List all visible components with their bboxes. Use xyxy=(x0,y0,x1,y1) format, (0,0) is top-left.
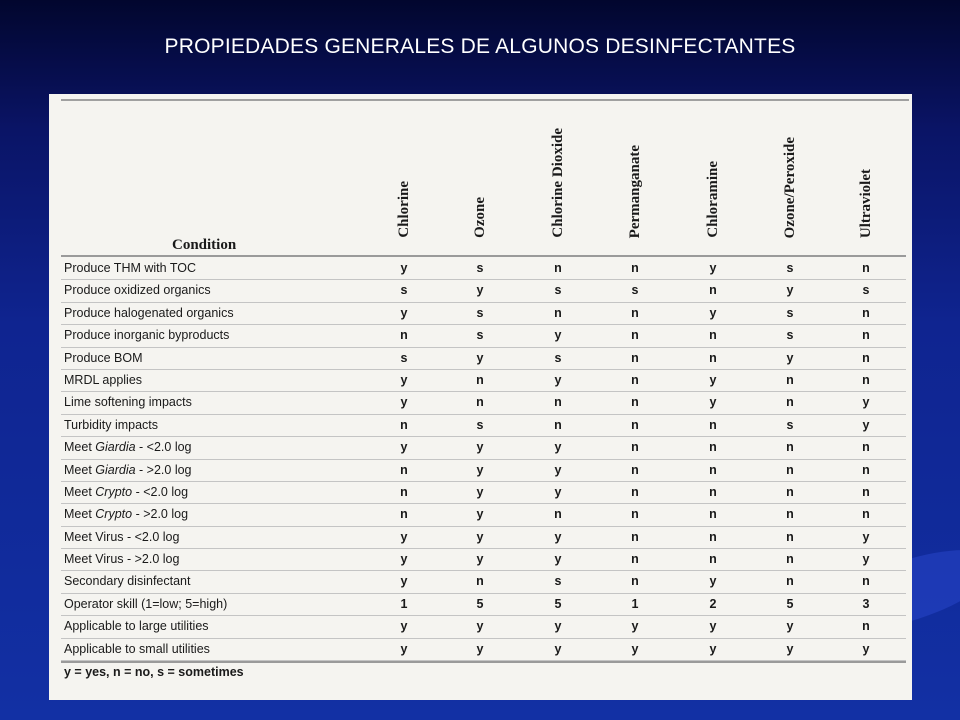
cell-value: y xyxy=(786,350,794,365)
cell-value: n xyxy=(862,328,870,343)
cell-value: n xyxy=(554,395,562,410)
row-condition: Meet Virus - <2.0 log xyxy=(64,529,180,544)
cell-value: s xyxy=(786,328,794,343)
cell-value: n xyxy=(476,395,484,410)
table-row xyxy=(49,415,912,437)
cell-value: n xyxy=(862,484,870,499)
cell-value: n xyxy=(709,484,717,499)
cell-value: n xyxy=(631,305,639,320)
cell-value: y xyxy=(554,529,562,544)
row-condition: Meet Crypto - <2.0 log xyxy=(64,484,189,499)
table-row xyxy=(49,639,912,661)
cell-value: y xyxy=(400,529,408,544)
cell-value: y xyxy=(786,283,794,298)
cell-value: y xyxy=(476,507,484,522)
cell-value: y xyxy=(554,440,562,455)
cell-value: y xyxy=(400,641,408,656)
row-condition: Operator skill (1=low; 5=high) xyxy=(64,596,228,611)
cell-value: n xyxy=(400,417,408,432)
column-header-7: Ultraviolet xyxy=(858,168,874,238)
cell-value: n xyxy=(786,372,794,387)
cell-value: y xyxy=(709,641,717,656)
cell-value: n xyxy=(631,484,639,499)
cell-value: 5 xyxy=(554,596,562,611)
cell-value: y xyxy=(631,619,639,634)
row-condition: Meet Giardia - >2.0 log xyxy=(64,462,192,477)
table-row xyxy=(49,527,912,549)
cell-value: n xyxy=(631,574,639,589)
cell-value: n xyxy=(631,395,639,410)
cell-value: s xyxy=(862,283,870,298)
cell-value: y xyxy=(476,619,484,634)
cell-value: y xyxy=(862,641,870,656)
cell-value: y xyxy=(400,261,408,275)
table-row xyxy=(49,594,912,616)
cell-value: n xyxy=(631,440,639,455)
cell-value: n xyxy=(862,372,870,387)
cell-value: n xyxy=(631,552,639,567)
cell-value: n xyxy=(400,507,408,522)
cell-value: n xyxy=(862,350,870,365)
cell-value: y xyxy=(400,619,408,634)
row-condition: Produce halogenated organics xyxy=(64,305,234,320)
cell-value: n xyxy=(786,462,794,477)
table-legend: y = yes, n = no, s = sometimes xyxy=(64,665,244,679)
cell-value: y xyxy=(400,395,408,410)
cell-value: n xyxy=(862,261,870,275)
cell-value: n xyxy=(786,529,794,544)
table-row xyxy=(49,482,912,504)
table-row xyxy=(49,280,912,302)
row-condition: MRDL applies xyxy=(64,372,143,387)
cell-value: s xyxy=(400,283,408,298)
cell-value: s xyxy=(400,350,408,365)
table-row xyxy=(49,616,912,638)
cell-value: n xyxy=(862,440,870,455)
cell-value: 2 xyxy=(709,596,717,611)
cell-value: n xyxy=(709,350,717,365)
table-row xyxy=(49,437,912,459)
table-row xyxy=(49,504,912,526)
table-row xyxy=(49,460,912,482)
row-condition: Produce BOM xyxy=(64,350,143,365)
scanned-table-sheet xyxy=(49,94,912,700)
row-condition: Meet Virus - >2.0 log xyxy=(64,552,180,567)
column-header-1: Chlorine xyxy=(396,181,412,238)
cell-value: y xyxy=(400,440,408,455)
cell-value: n xyxy=(631,261,639,275)
cell-value: n xyxy=(709,462,717,477)
cell-value: 3 xyxy=(862,596,870,611)
cell-value: y xyxy=(786,641,794,656)
cell-value: n xyxy=(631,328,639,343)
table-row xyxy=(49,370,912,392)
row-condition: Meet Crypto - >2.0 log xyxy=(64,507,189,522)
cell-value: y xyxy=(709,261,717,275)
cell-value: s xyxy=(476,328,484,343)
column-header-3: Chlorine Dioxide xyxy=(550,128,566,238)
cell-value: s xyxy=(631,283,639,298)
row-condition: Turbidity impacts xyxy=(64,417,159,432)
cell-value: y xyxy=(709,305,717,320)
cell-value: y xyxy=(786,619,794,634)
cell-value: s xyxy=(786,305,794,320)
cell-value: n xyxy=(786,574,794,589)
cell-value: n xyxy=(554,305,562,320)
row-condition: Produce inorganic byproducts xyxy=(64,328,230,343)
cell-value: n xyxy=(631,462,639,477)
cell-value: 1 xyxy=(631,596,639,611)
cell-value: 1 xyxy=(400,596,408,611)
cell-value: y xyxy=(554,328,562,343)
cell-value: y xyxy=(554,484,562,499)
cell-value: n xyxy=(554,417,562,432)
row-condition: Applicable to small utilities xyxy=(64,641,210,656)
cell-value: s xyxy=(554,283,562,298)
cell-value: y xyxy=(476,484,484,499)
cell-value: n xyxy=(786,507,794,522)
cell-value: y xyxy=(709,574,717,589)
row-condition: Produce oxidized organics xyxy=(64,283,211,298)
cell-value: n xyxy=(631,372,639,387)
row-condition: Secondary disinfectant xyxy=(64,574,191,589)
cell-value: n xyxy=(709,552,717,567)
cell-value: n xyxy=(786,440,794,455)
cell-value: n xyxy=(709,417,717,432)
cell-value: y xyxy=(476,462,484,477)
cell-value: s xyxy=(554,350,562,365)
cell-value: y xyxy=(862,417,870,432)
row-condition: Lime softening impacts xyxy=(64,395,192,410)
cell-value: n xyxy=(631,529,639,544)
cell-value: n xyxy=(400,328,408,343)
cell-value: n xyxy=(400,484,408,499)
cell-value: y xyxy=(400,305,408,320)
table-row xyxy=(49,325,912,347)
cell-value: y xyxy=(554,641,562,656)
header-rule xyxy=(61,255,906,257)
top-rule xyxy=(61,99,909,101)
cell-value: n xyxy=(631,507,639,522)
cell-value: n xyxy=(709,328,717,343)
cell-value: n xyxy=(786,395,794,410)
cell-value: n xyxy=(631,417,639,432)
cell-value: n xyxy=(862,305,870,320)
cell-value: s xyxy=(476,261,484,275)
cell-value: y xyxy=(400,372,408,387)
column-header-5: Chloramine xyxy=(705,161,721,238)
cell-value: y xyxy=(476,552,484,567)
cell-value: n xyxy=(862,574,870,589)
cell-value: y xyxy=(476,641,484,656)
cell-value: n xyxy=(554,261,562,275)
cell-value: y xyxy=(862,529,870,544)
cell-value: s xyxy=(476,417,484,432)
row-condition: Applicable to large utilities xyxy=(64,619,209,634)
cell-value: y xyxy=(709,372,717,387)
cell-value: n xyxy=(631,350,639,365)
cell-value: y xyxy=(862,552,870,567)
slide-title: PROPIEDADES GENERALES DE ALGUNOS DESINFECTANTES xyxy=(164,35,796,58)
table-row xyxy=(49,549,912,571)
cell-value: s xyxy=(476,305,484,320)
cell-value: n xyxy=(862,507,870,522)
cell-value: n xyxy=(476,574,484,589)
cell-value: n xyxy=(476,372,484,387)
table-row xyxy=(49,303,912,325)
cell-value: y xyxy=(476,350,484,365)
cell-value: y xyxy=(554,372,562,387)
cell-value: n xyxy=(709,283,717,298)
column-header-4: Permanganate xyxy=(627,144,643,238)
cell-value: n xyxy=(554,507,562,522)
cell-value: y xyxy=(709,395,717,410)
cell-value: 5 xyxy=(786,596,794,611)
cell-value: y xyxy=(476,283,484,298)
column-header-6: Ozone/Peroxide xyxy=(782,136,798,238)
table-row xyxy=(49,258,912,280)
cell-value: n xyxy=(400,462,408,477)
cell-value: y xyxy=(476,440,484,455)
table-body xyxy=(49,258,912,661)
cell-value: s xyxy=(786,261,794,275)
cell-value: y xyxy=(554,619,562,634)
bottom-rule xyxy=(61,661,906,663)
row-condition: Produce THM with TOC xyxy=(64,261,196,275)
cell-value: n xyxy=(786,552,794,567)
cell-value: n xyxy=(709,507,717,522)
cell-value: n xyxy=(862,619,870,634)
cell-value: n xyxy=(709,440,717,455)
cell-value: y xyxy=(862,395,870,410)
row-condition: Meet Giardia - <2.0 log xyxy=(64,440,192,455)
table-row xyxy=(49,348,912,370)
cell-value: y xyxy=(400,574,408,589)
table-row xyxy=(49,392,912,414)
cell-value: 5 xyxy=(476,596,484,611)
cell-value: n xyxy=(786,484,794,499)
cell-value: s xyxy=(554,574,562,589)
cell-value: y xyxy=(554,462,562,477)
cell-value: y xyxy=(554,552,562,567)
cell-value: y xyxy=(476,529,484,544)
cell-value: s xyxy=(786,417,794,432)
cell-value: n xyxy=(862,462,870,477)
cell-value: y xyxy=(709,619,717,634)
column-header-2: Ozone xyxy=(472,197,488,238)
cell-value: n xyxy=(709,529,717,544)
condition-column-header: Condition xyxy=(172,237,237,253)
cell-value: y xyxy=(400,552,408,567)
cell-value: y xyxy=(631,641,639,656)
table-row xyxy=(49,571,912,593)
